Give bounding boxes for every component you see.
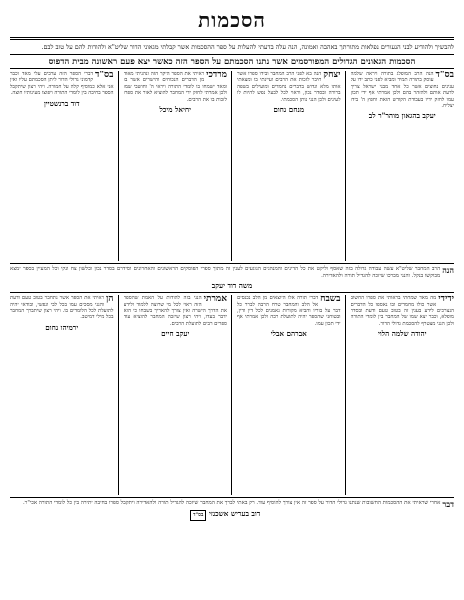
approbation-text: דברי תורה אלו היוצאים מן הלב נכנסים אל הלב והמחבר טרח הרבה לברר כל דבר על בוריו והביא מקורות נאמנים לכל דין ודין, ובטוחני שהספר יהיה לתועלת רבה ולכן אמרתי אף ידי תכון עמו. bbox=[237, 295, 341, 327]
approbation-opening-word: הנה bbox=[442, 265, 454, 275]
approbation-signature: ירמיהו נחום bbox=[45, 322, 79, 332]
approbation-signature: מנחם נחום bbox=[273, 105, 305, 115]
approbation-signature: אברהם אבלי bbox=[270, 329, 307, 339]
approbation-opening-word: בשבח bbox=[320, 295, 341, 305]
approbation-text: דברי הספר הזה ערבים עלי מאד וכבר קדמוני גדולי הדור ליתן הסכמתם עליו ואין אני אלא כמוסיף קלה על חמורה. ויהי רצון שיתקבל הספר בחיבה בין לומדי התורה ויפוצו מעינותיו חוצה. bbox=[10, 71, 114, 97]
approbation-signature: יהודה שלמה הלוי bbox=[377, 329, 427, 339]
approbation-column-5 bbox=[351, 295, 455, 495]
footer-stamp: בס"ד bbox=[190, 510, 206, 521]
approbation-column-4 bbox=[10, 71, 119, 261]
approbation-opening-word: בס"ד bbox=[435, 71, 454, 80]
approbation-text: הנה הרב המופלג בתורה ויראה שלמה עוסק בתורה תמיד ומביא לפני כתב ידו על ענינים נחוצים אשר כל אחד מבני ישראל צריך לדעת אותם ולהזהר בהם ולכן אמרתי אף ידי תכון עמו לחזק ידיו בעבודת הקודש הזאת וחפץ ה' בידו יצליח. bbox=[350, 71, 454, 110]
approbation-text: הרב המחבר שליט"א עשה עבודה גדולה בזה שאסף וליקט את כל הדינים והמנהגים הנוגעים לענין זה מתוך ספרי הפוסקים הראשונים והאחרונים וסידרם בסדר נכון ובלשון צח ונקי וכל המעיין בספר ימצא מבוקשו בנקל. והנני מברכו שיזכה להגדיל תורה ולהאדירה. bbox=[10, 266, 441, 279]
footer-approbation bbox=[10, 500, 454, 522]
intro-paragraph: להבשיך ולהודיע לבני הנעורים נפלאות מתורתך באהבה ואמונה, הנה עלה בדעתי להעלות על ספר ההסכמות אשר קבלתי מגאוני הדור שליט"א ולהודות להם על טוב לבם. bbox=[41, 43, 454, 51]
approbation-signature bbox=[10, 509, 454, 522]
middle-approbation bbox=[10, 266, 454, 290]
approbation-signature: משה דוד יעקב bbox=[211, 281, 253, 291]
approbation-column-6 bbox=[237, 295, 346, 495]
approbation-text: ראיתי את הספר אשר נתחבר בטוב טעם ודעת והנני מסכים עמו בכל לבי ונפשי, ובודאי יהיה לתועלת לכל הלומדים בו. ויהי רצון שיתברך המחבר בכל מילי דמיטב. bbox=[10, 295, 114, 321]
approbation-column-3 bbox=[124, 71, 233, 261]
approbation-opening-word: הן bbox=[106, 295, 114, 305]
approbation-opening-word: אמרתי bbox=[203, 295, 227, 305]
approbation-opening-word: ידידי bbox=[438, 295, 454, 305]
approbation-column-7 bbox=[124, 295, 233, 495]
approbation-opening-word: מרדכי bbox=[206, 71, 227, 80]
approbation-signature: יעקב בהגאון מוהר"ר לב bbox=[368, 111, 436, 121]
approbation-opening-word: בס"ד bbox=[95, 71, 114, 80]
top-section-heading: הסכמות הגאונים הגדולים המפורסמים אשר נתנו הסכמתם על הספר הזה כאשר יצא פעם ראשונה מבית הדפוס bbox=[10, 54, 454, 69]
section-divider bbox=[10, 497, 454, 498]
approbation-column-1 bbox=[351, 71, 455, 261]
page-title: הסכמות bbox=[198, 8, 266, 32]
title-divider bbox=[10, 37, 454, 40]
approbation-signature: יעקב חיים bbox=[161, 329, 190, 339]
approbation-text: הנני בזה להודות על האמת שהספר הזה ראוי לכל מי שרוצה ללמוד ולידע את הדרך הישרה ואין צורך להאריך בשבחו כי הוא ידבר בעדו, ויהי רצון שיזכה המחבר להוציא עוד ספרים רבים לתועלת הרבים. bbox=[123, 295, 227, 327]
section-divider bbox=[10, 292, 454, 293]
approbation-opening-word: דבר bbox=[442, 499, 454, 510]
approbation-column-2 bbox=[237, 71, 346, 261]
approbation-column-8 bbox=[10, 295, 119, 495]
top-columns bbox=[10, 71, 454, 261]
bottom-columns bbox=[10, 295, 454, 495]
approbation-signature: יחיאל מיכל bbox=[159, 105, 192, 115]
section-divider bbox=[10, 263, 454, 264]
approbation-text: אחרי שראיתי את ההסכמות החשובות שנתנו גדולי הדור על ספר זה אין צורך להוסיף עוד. רק באתי לברך את המחבר שיזכה להגדיל תורה ולהאדירה ויתקבל ספרו בחיבה יתירה בין כל לומדי התורה אכי"ר. bbox=[22, 500, 441, 507]
approbation-signature: דוד ברנשטיין bbox=[43, 98, 80, 108]
approbation-text: מה מאד שמחתי בראותי את ספרו החשוב אשר כולו מחמדים ובו נאספו כל הדברים הנצרכים לידע בענין זה בטוב טעם ודעת ובסדר מופלא, וכבר יצא שמו של המחבר בין לומדי התורה ולכן הנני מצטרף להסכמת גדולי הדור. bbox=[350, 295, 454, 327]
footer-signature-name: דוב בעריש אשכנזי bbox=[208, 508, 261, 518]
approbation-text: הנה בא לפני הרב המחבר ובידו ספרו אשר חיבר לזכות את הרבים ועיינתי בו ומצאתי אותו מלא וגדוש בדברים נחמדים ומועילים בשפה ברורה ובסדר נכון, וראוי לכל לבעל נפש להיות לו לעינים ולכן הנני נותן הסכמתי. bbox=[237, 71, 341, 103]
approbation-opening-word: יצחק bbox=[323, 71, 341, 80]
approbation-text: ראיתי את הספר היקר הזה ונהניתי מאוד מן הדברים הנכוחים והישרים אשר בו ומאד ישמחו בו לומדי התורה ויראי ה' וחושבי שמו ולכן אמרתי לחזק ידי המחבר להוציא לאור את ספרו לזכות בו את הרבים. bbox=[123, 71, 227, 103]
